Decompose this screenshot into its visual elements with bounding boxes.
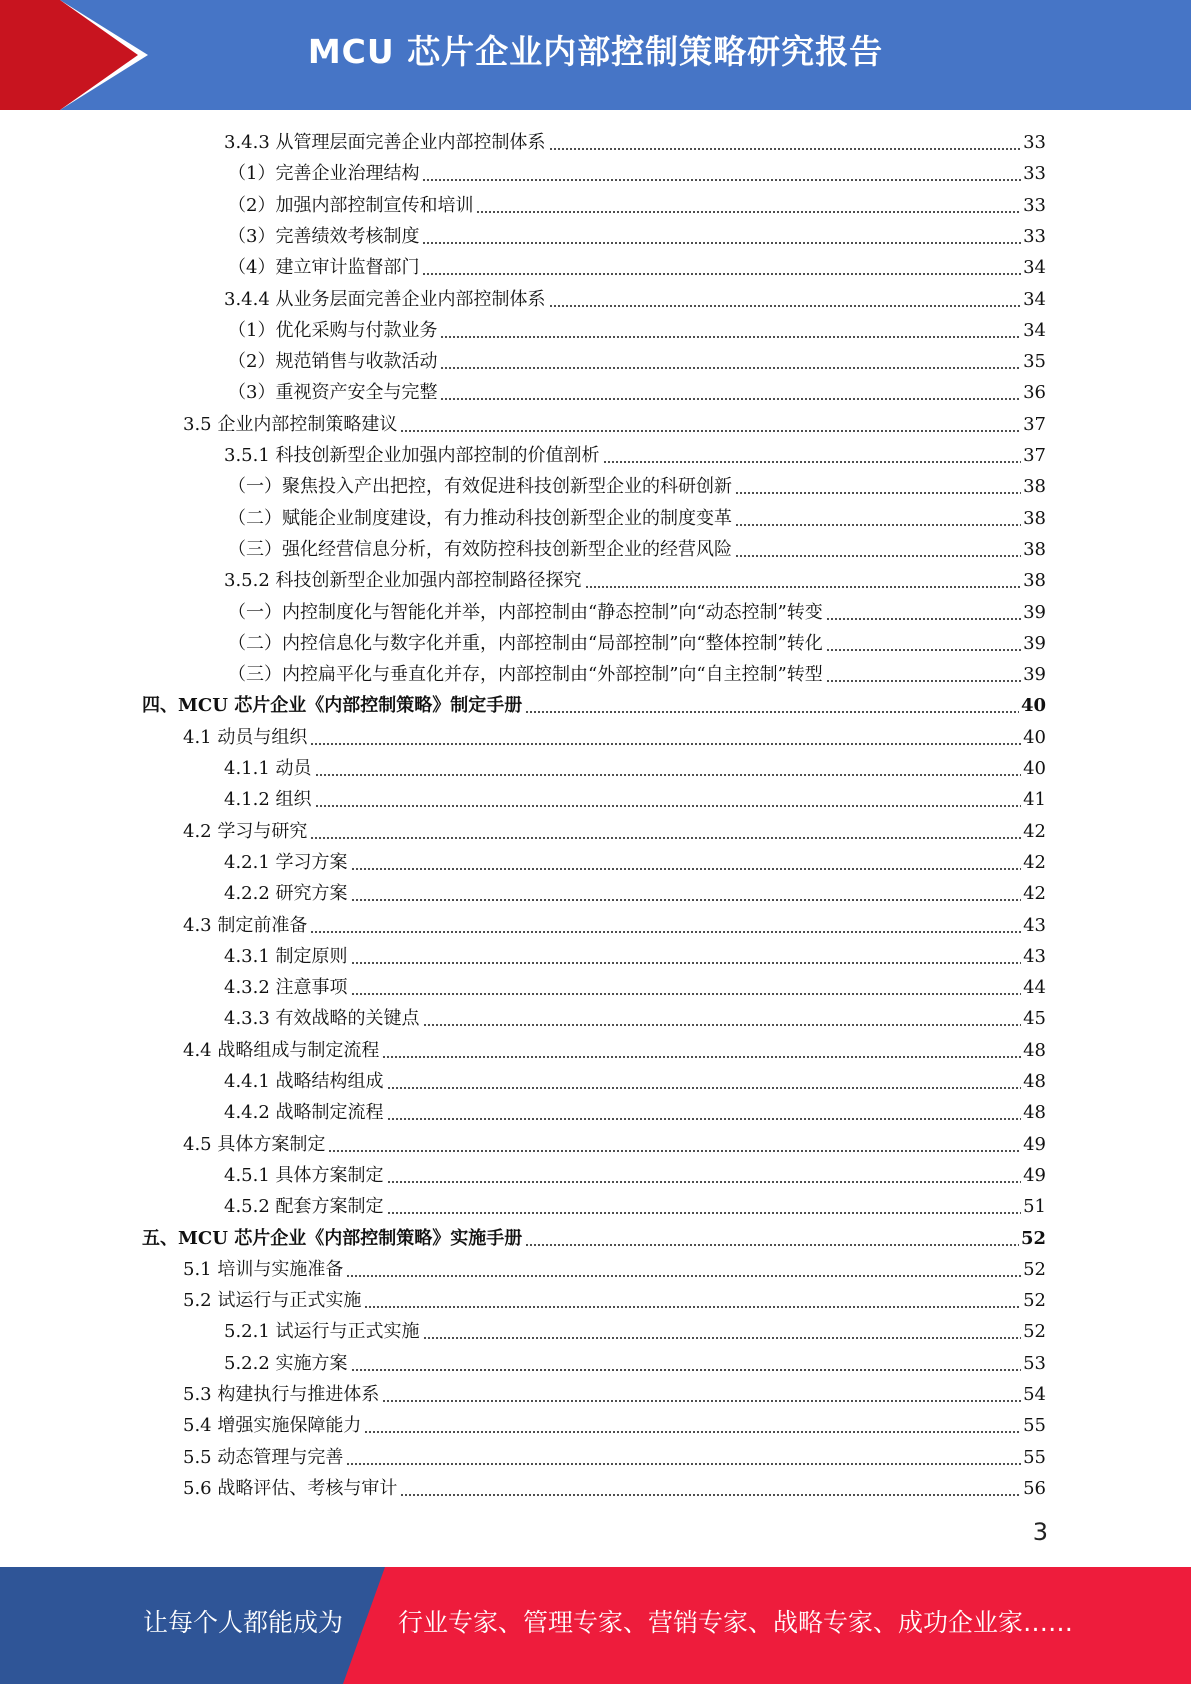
toc-dot-leader — [310, 743, 1021, 745]
toc-entry-title: （2）规范销售与收款活动 — [228, 351, 438, 373]
toc-dot-leader — [364, 1431, 1021, 1433]
toc-entry[interactable] — [183, 1410, 1046, 1441]
toc-entry[interactable] — [224, 941, 1046, 972]
toc-dot-leader — [315, 774, 1022, 776]
toc-entry-page: 43 — [1023, 914, 1046, 936]
report-title: MCU 芯片企业内部控制策略研究报告 — [307, 32, 884, 71]
toc-dot-leader — [826, 649, 1021, 651]
toc-dot-leader — [351, 993, 1022, 995]
toc-entry-title: 4.3.3 有效战略的关键点 — [224, 1008, 420, 1030]
toc-entry-title: 4.3.2 注意事项 — [224, 977, 348, 999]
toc-dot-leader — [423, 1024, 1022, 1026]
toc-entry[interactable] — [224, 972, 1046, 1003]
toc-dot-leader — [525, 1244, 1019, 1246]
toc-dot-leader — [315, 805, 1022, 807]
toc-entry[interactable] — [183, 1129, 1046, 1160]
toc-entry[interactable] — [228, 158, 1046, 189]
toc-dot-leader — [346, 1275, 1021, 1277]
toc-entry-page: 42 — [1023, 820, 1046, 842]
toc-entry-title: （三）内控扁平化与垂直化并存，内部控制由“外部控制”向“自主控制”转型 — [228, 664, 823, 686]
toc-entry-title: 3.5 企业内部控制策略建议 — [183, 413, 398, 435]
toc-entry-page: 52 — [1023, 1290, 1046, 1312]
toc-entry[interactable] — [228, 597, 1046, 628]
toc-entry-title: 4.5.1 具体方案制定 — [224, 1164, 384, 1186]
toc-entry-page: 52 — [1020, 1227, 1046, 1249]
toc-entry[interactable] — [183, 910, 1046, 941]
toc-entry-title: 4.1 动员与组织 — [183, 726, 308, 748]
toc-entry-title: （2）加强内部控制宣传和培训 — [228, 194, 474, 216]
toc-entry[interactable] — [183, 1473, 1046, 1504]
toc-entry-page: 38 — [1023, 570, 1046, 592]
toc-dot-leader — [440, 398, 1021, 400]
toc-entry[interactable] — [224, 878, 1046, 909]
toc-entry[interactable] — [224, 1003, 1046, 1034]
toc-entry-title: 五、MCU 芯片企业《内部控制策略》实施手册 — [142, 1227, 523, 1249]
toc-entry[interactable] — [228, 471, 1046, 502]
toc-entry-title: 4.4.2 战略制定流程 — [224, 1102, 384, 1124]
toc-entry[interactable] — [224, 565, 1046, 596]
toc-entry-title: （1）优化采购与付款业务 — [228, 319, 438, 341]
toc-dot-leader — [549, 305, 1022, 307]
toc-entry[interactable] — [183, 722, 1046, 753]
toc-entry[interactable] — [183, 1379, 1046, 1410]
toc-entry[interactable] — [224, 1097, 1046, 1128]
page-number: 3 — [1032, 1518, 1048, 1546]
toc-dot-leader — [364, 1306, 1021, 1308]
toc-entry[interactable] — [228, 659, 1046, 690]
toc-entry-title: （二）赋能企业制度建设，有力推动科技创新型企业的制度变革 — [228, 507, 732, 529]
toc-entry-page: 33 — [1023, 194, 1046, 216]
toc-entry[interactable] — [228, 377, 1046, 408]
toc-entry-page: 39 — [1023, 664, 1046, 686]
toc-entry-title: 4.2.1 学习方案 — [224, 851, 348, 873]
toc-dot-leader — [387, 1118, 1022, 1120]
toc-entry-page: 34 — [1023, 319, 1046, 341]
toc-entry-title: 5.3 构建执行与推进体系 — [183, 1384, 380, 1405]
toc-entry-page: 40 — [1020, 695, 1046, 717]
toc-entry-page: 48 — [1023, 1071, 1046, 1092]
toc-entry[interactable] — [228, 190, 1046, 221]
toc-entry[interactable] — [224, 440, 1046, 471]
toc-dot-leader — [328, 1150, 1021, 1152]
toc-entry-title: 5.6 战略评估、考核与审计 — [183, 1477, 398, 1499]
toc-entry[interactable] — [228, 534, 1046, 565]
toc-entry-page: 52 — [1023, 1321, 1046, 1343]
toc-entry-page: 39 — [1023, 632, 1046, 654]
toc-entry-page: 44 — [1023, 977, 1046, 999]
toc-entry[interactable] — [142, 690, 1046, 721]
toc-entry-title: 4.3.1 制定原则 — [224, 945, 348, 967]
toc-entry[interactable] — [228, 221, 1046, 252]
toc-dot-leader — [400, 1494, 1021, 1496]
toc-entry-page: 34 — [1023, 288, 1046, 310]
toc-entry-page: 56 — [1023, 1477, 1046, 1499]
toc-entry-title: （三）强化经营信息分析，有效防控科技创新型企业的经营风险 — [228, 538, 732, 560]
toc-entry-page: 43 — [1023, 945, 1046, 967]
footer-slogan-left: 让每个人都能成为 — [143, 1608, 344, 1637]
footer-slogan-right: 行业专家、管理专家、营销专家、战略专家、成功企业家…… — [398, 1608, 1074, 1637]
toc-dot-leader — [735, 492, 1021, 494]
toc-entry-page: 38 — [1023, 538, 1046, 560]
toc-dot-leader — [382, 1056, 1021, 1058]
toc-entry-title: 3.4.4 从业务层面完善企业内部控制体系 — [224, 288, 546, 310]
toc-dot-leader — [735, 524, 1021, 526]
toc-entry[interactable] — [228, 252, 1046, 283]
toc-entry-page: 42 — [1023, 851, 1046, 873]
toc-dot-leader — [826, 618, 1021, 620]
toc-entry-page: 37 — [1023, 445, 1046, 466]
toc-entry[interactable] — [224, 1191, 1046, 1222]
toc-entry-title: （1）完善企业治理结构 — [228, 163, 420, 185]
toc-entry-page: 55 — [1023, 1415, 1046, 1437]
toc-dot-leader — [382, 1400, 1021, 1402]
toc-entry-title: 5.5 动态管理与完善 — [183, 1446, 344, 1468]
toc-entry-page: 48 — [1023, 1039, 1046, 1061]
toc-entry[interactable] — [224, 1066, 1046, 1097]
toc-dot-leader — [351, 868, 1022, 870]
toc-dot-leader — [346, 1463, 1021, 1465]
toc-entry-page: 33 — [1023, 225, 1046, 247]
toc-entry[interactable] — [228, 346, 1046, 377]
toc-dot-leader — [387, 1181, 1022, 1183]
toc-entry[interactable] — [224, 784, 1046, 815]
toc-entry[interactable] — [142, 1223, 1046, 1254]
toc-entry-page: 38 — [1023, 507, 1046, 529]
toc-dot-leader — [422, 242, 1021, 244]
toc-entry-title: 3.5.1 科技创新型企业加强内部控制的价值剖析 — [224, 445, 600, 466]
toc-dot-leader — [735, 555, 1021, 557]
toc-entry-page: 40 — [1023, 758, 1046, 779]
toc-dot-leader — [351, 962, 1022, 964]
toc-dot-leader — [387, 1212, 1022, 1214]
toc-entry-title: 3.4.3 从管理层面完善企业内部控制体系 — [224, 132, 546, 153]
toc-entry[interactable] — [224, 284, 1046, 315]
toc-entry-title: 4.1.1 动员 — [224, 758, 312, 779]
toc-entry-title: （4）建立审计监督部门 — [228, 257, 420, 279]
toc-entry-title: （3）完善绩效考核制度 — [228, 225, 420, 247]
toc-entry-title: 4.2 学习与研究 — [183, 820, 308, 842]
toc-entry-title: （一）内控制度化与智能化并举，内部控制由“静态控制”向“动态控制”转变 — [228, 601, 823, 623]
toc-dot-leader — [310, 837, 1021, 839]
toc-entry-title: 5.2.1 试运行与正式实施 — [224, 1321, 420, 1343]
toc-dot-leader — [476, 211, 1021, 213]
toc-entry-title: 4.2.2 研究方案 — [224, 883, 348, 905]
toc-dot-leader — [351, 1369, 1022, 1371]
toc-dot-leader — [603, 461, 1022, 463]
toc-entry-page: 39 — [1023, 601, 1046, 623]
toc-entry-title: 4.4 战略组成与制定流程 — [183, 1039, 380, 1061]
page-header — [0, 0, 1191, 110]
toc-entry-page: 54 — [1023, 1384, 1046, 1405]
toc-entry-page: 55 — [1023, 1446, 1046, 1468]
toc-entry-page: 52 — [1023, 1258, 1046, 1280]
toc-entry-page: 53 — [1023, 1352, 1046, 1374]
toc-entry[interactable] — [224, 1348, 1046, 1379]
toc-dot-leader — [440, 336, 1021, 338]
toc-entry-title: （3）重视资产安全与完整 — [228, 382, 438, 404]
toc-entry-page: 51 — [1023, 1196, 1046, 1218]
toc-dot-leader — [826, 680, 1021, 682]
toc-entry-title: 4.4.1 战略结构组成 — [224, 1071, 384, 1092]
toc-entry[interactable] — [224, 847, 1046, 878]
toc-dot-leader — [400, 430, 1021, 432]
toc-dot-leader — [585, 586, 1022, 588]
toc-entry-page: 49 — [1023, 1164, 1046, 1186]
toc-entry-title: （一）聚焦投入产出把控，有效促进科技创新型企业的科研创新 — [228, 476, 732, 498]
toc-entry-title: 5.1 培训与实施准备 — [183, 1258, 344, 1280]
toc-dot-leader — [525, 711, 1019, 713]
toc-dot-leader — [310, 931, 1021, 933]
toc-entry-page: 42 — [1023, 883, 1046, 905]
toc-entry[interactable] — [183, 409, 1046, 440]
toc-entry[interactable] — [224, 1160, 1046, 1191]
toc-entry-title: 4.3 制定前准备 — [183, 914, 308, 936]
toc-entry-page: 40 — [1023, 726, 1046, 748]
toc-dot-leader — [422, 273, 1021, 275]
toc-entry-page: 33 — [1023, 163, 1046, 185]
toc-entry[interactable] — [228, 503, 1046, 534]
toc-entry[interactable] — [183, 1254, 1046, 1285]
toc-entry-title: （二）内控信息化与数字化并重，内部控制由“局部控制”向“整体控制”转化 — [228, 632, 823, 654]
toc-entry-title: 5.2.2 实施方案 — [224, 1352, 348, 1374]
toc-dot-leader — [351, 899, 1022, 901]
toc-entry-page: 35 — [1023, 351, 1046, 373]
toc-dot-leader — [423, 1337, 1022, 1339]
toc-dot-leader — [549, 148, 1022, 150]
toc-entry-page: 37 — [1023, 413, 1046, 435]
toc-entry-title: 4.5.2 配套方案制定 — [224, 1196, 384, 1218]
toc-entry-title: 4.5 具体方案制定 — [183, 1133, 326, 1155]
toc-entry[interactable] — [224, 127, 1046, 158]
toc-entry-page: 38 — [1023, 476, 1046, 498]
toc-entry-page: 36 — [1023, 382, 1046, 404]
toc-entry-title: 3.5.2 科技创新型企业加强内部控制路径探究 — [224, 570, 582, 592]
toc-entry-title: 四、MCU 芯片企业《内部控制策略》制定手册 — [142, 695, 523, 717]
toc-entry-title: 5.2 试运行与正式实施 — [183, 1290, 362, 1312]
toc-dot-leader — [440, 367, 1021, 369]
toc-entry-page: 45 — [1023, 1008, 1046, 1030]
toc-entry-title: 5.4 增强实施保障能力 — [183, 1415, 362, 1437]
toc-entry[interactable] — [183, 1442, 1046, 1473]
toc-entry[interactable] — [224, 753, 1046, 784]
toc-entry-page: 41 — [1023, 789, 1046, 811]
toc-entry-page: 49 — [1023, 1133, 1046, 1155]
toc-entry[interactable] — [228, 628, 1046, 659]
toc-entry-page: 34 — [1023, 257, 1046, 279]
toc-entry[interactable] — [183, 1285, 1046, 1316]
toc-entry[interactable] — [183, 1035, 1046, 1066]
toc-dot-leader — [387, 1087, 1022, 1089]
toc-entry[interactable] — [228, 315, 1046, 346]
toc-entry-title: 4.1.2 组织 — [224, 789, 312, 811]
header-arrow-decoration — [0, 0, 160, 110]
toc-entry-page: 48 — [1023, 1102, 1046, 1124]
toc-entry-page: 33 — [1023, 132, 1046, 153]
toc-entry[interactable] — [224, 1316, 1046, 1347]
toc-entry[interactable] — [183, 816, 1046, 847]
page-footer — [0, 1567, 1191, 1684]
toc-dot-leader — [422, 179, 1021, 181]
